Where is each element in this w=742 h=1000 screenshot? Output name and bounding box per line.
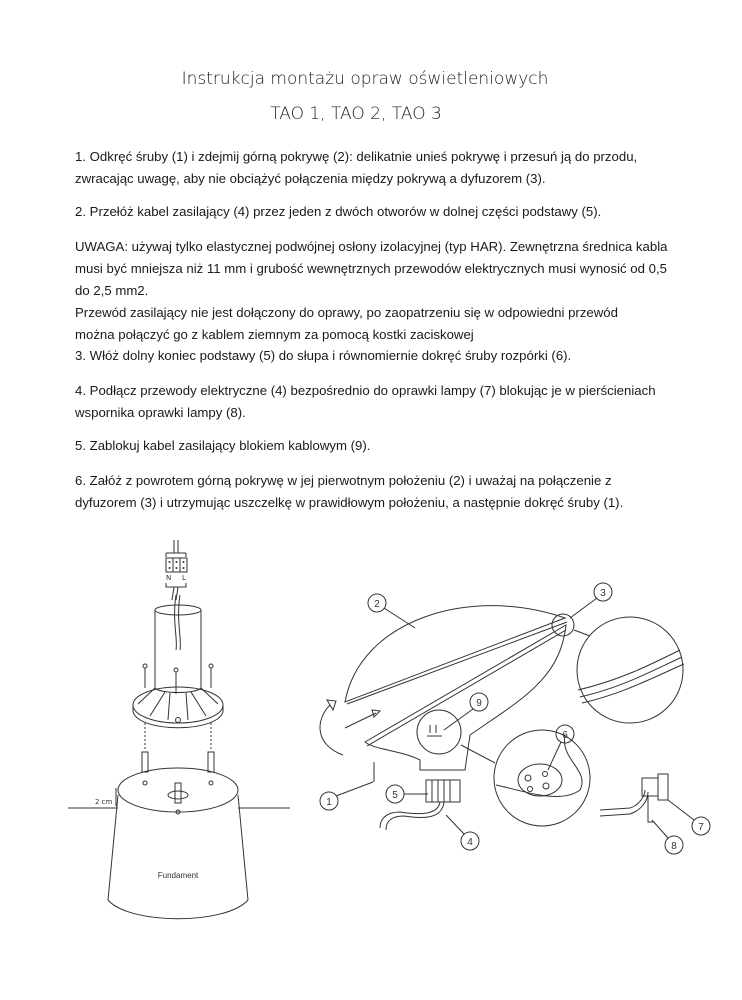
svg-text:9: 9 bbox=[476, 698, 482, 709]
power-cable bbox=[380, 802, 440, 828]
step-6-line-1: 6. Załóż z powrotem górną pokrywę w jej pierwotnym położeniu (2) i uważaj na połączenie z bbox=[75, 473, 612, 488]
base-connector bbox=[426, 780, 460, 802]
callout-4 bbox=[446, 815, 479, 850]
step-4-line-2: wspornika oprawki lampy (8). bbox=[75, 405, 246, 420]
detail-zoom-6 bbox=[494, 730, 590, 826]
callout-7 bbox=[668, 800, 710, 835]
svg-text:7: 7 bbox=[698, 822, 704, 833]
step-1-line-1: 1. Odkręć śruby (1) i zdejmij górną pokrywę (2): delikatnie unieś pokrywę i przesuń ją do przodu, bbox=[75, 149, 638, 164]
step-1-line-2: zwracając uwagę, aby nie obciążyć połączenia między pokrywą a dyfuzorem (3). bbox=[75, 171, 546, 186]
callout-1 bbox=[320, 782, 373, 810]
warning-line-3: do 2,5 mm2. bbox=[75, 283, 149, 298]
callout-5 bbox=[386, 785, 428, 803]
step-5-line-1: 5. Zablokuj kabel zasilający blokiem kablowym (9). bbox=[75, 438, 371, 453]
callout-9 bbox=[444, 693, 488, 730]
svg-text:3: 3 bbox=[600, 588, 606, 599]
callout-3 bbox=[570, 583, 612, 618]
top-cover bbox=[345, 606, 565, 702]
step-2-line-1: 2. Przełóż kabel zasilający (4) przez jeden z dwóch otworów w dolnej części podstawy (5). bbox=[75, 204, 602, 219]
svg-text:4: 4 bbox=[467, 837, 473, 848]
callout-2 bbox=[368, 594, 415, 628]
slide-arrow bbox=[345, 710, 380, 728]
diffuser bbox=[365, 625, 566, 770]
svg-text:6: 6 bbox=[562, 730, 568, 741]
document-subtitle: TAO 1, TAO 2, TAO 3 bbox=[270, 104, 442, 124]
step-4-line-1: 4. Podłącz przewody elektryczne (4) bezpośrednio do oprawki lampy (7) blokując je w pierścieniach bbox=[75, 383, 656, 398]
svg-text:2: 2 bbox=[374, 599, 380, 610]
lamp-holder bbox=[600, 774, 668, 822]
warning-line-2: musi być mniejsza niż 11 mm i grubość wewnętrznych przewodów elektrycznych musi wynosić od 0,5 bbox=[75, 261, 667, 276]
document-title: Instrukcja montażu opraw oświetleniowych bbox=[181, 69, 549, 89]
warning-line-1: UWAGA: używaj tylko elastycznej podwójnej osłony izolacyjnej (typ HAR). Zewnętrzna średnica kabla bbox=[75, 239, 668, 254]
warning-line-4: Przewód zasilający nie jest dołączony do oprawy, po zaopatrzeniu się w odpowiedni przewód bbox=[75, 305, 618, 320]
svg-text:8: 8 bbox=[671, 841, 677, 852]
step-6-line-2: dyfuzorem (3) i utrzymując uszczelkę w prawidłowym położeniu, a następnie dokręć śruby (1). bbox=[75, 495, 624, 510]
detail-zoom-3 bbox=[577, 617, 683, 723]
dimension-label: 2 cm bbox=[95, 798, 113, 806]
step-3-line-1: 3. Włóż dolny koniec podstawy (5) do słupa i równomiernie dokręć śruby rozpórki (6). bbox=[75, 348, 572, 363]
terminal-label-l: L bbox=[182, 574, 186, 582]
warning-line-5: można połączyć go z kablem ziemnym za pomocą kostki zaciskowej bbox=[75, 327, 474, 342]
detail-circle-9 bbox=[417, 710, 461, 754]
rotate-arrow bbox=[320, 700, 343, 755]
svg-text:1: 1 bbox=[326, 797, 332, 808]
foundation-label: Fundament bbox=[157, 871, 199, 880]
callout-6 bbox=[548, 725, 574, 770]
callout-8 bbox=[652, 820, 683, 854]
terminal-label-n: N bbox=[166, 574, 172, 582]
svg-text:5: 5 bbox=[392, 790, 398, 801]
